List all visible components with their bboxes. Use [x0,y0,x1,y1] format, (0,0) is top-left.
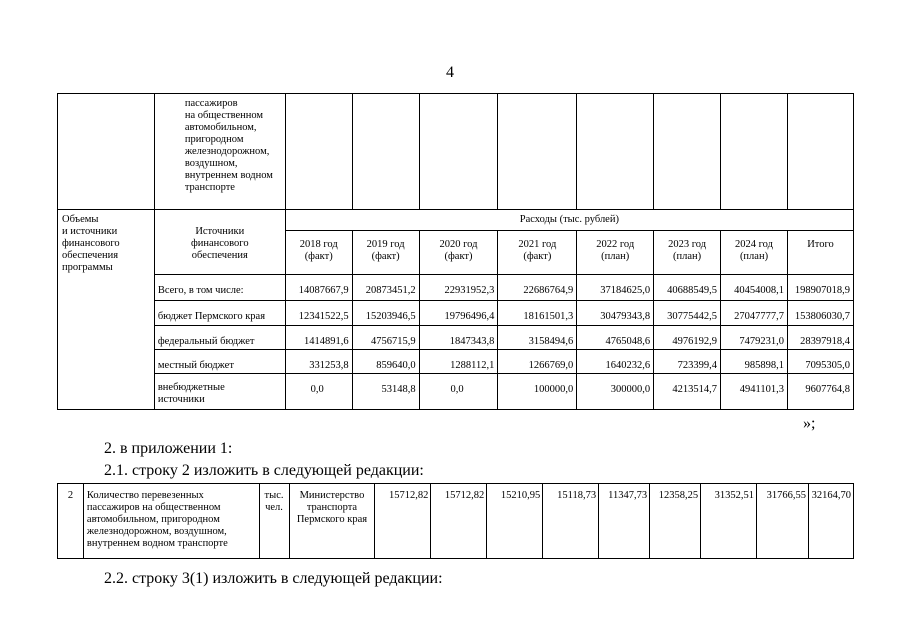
value-cell: 28397918,4 [787,326,853,350]
row-label: Объемы и источники финансового обеспечения программы [58,210,155,410]
value-cell: 31766,55 [757,484,809,559]
source-label: федеральный бюджет [154,326,285,350]
value-cell: 15712,82 [431,484,487,559]
table-row [58,326,854,350]
value-cell: 15118,73 [543,484,599,559]
unit: тыс. чел. [259,484,289,559]
empty-cell [58,94,155,210]
table-row [58,374,854,410]
value-cell: 4765048,6 [577,326,654,350]
value-cell: 100000,0 [498,374,577,410]
value-cell: 985898,1 [721,350,788,374]
value-cell: 40454008,1 [721,275,788,301]
value-cell: 4213514,7 [654,374,721,410]
financing-table [57,93,854,410]
value-cell: 723399,4 [654,350,721,374]
value-cell: 4976192,9 [654,326,721,350]
value-cell: 1266769,0 [498,350,577,374]
value-cell: 198907018,9 [787,275,853,301]
table-row [58,484,854,559]
row-number: 2 [58,484,84,559]
value-cell: 19796496,4 [419,301,498,326]
source-label: бюджет Пермского края [154,301,285,326]
paragraph-2: 2. в приложении 1: [104,440,233,457]
indicator-name: Количество перевезенных пассажиров на общественном автомобильном, пригородном железнодорожном, воздушном, внутреннем водном транспорте [83,484,259,559]
source-label: внебюджетные источники [154,374,285,410]
source-label: Всего, в том числе: [154,275,285,301]
indicator-table [57,483,854,559]
value-cell: 1288112,1 [419,350,498,374]
value-cell: 859640,0 [352,350,419,374]
source-label: местный бюджет [154,350,285,374]
value-cell: 0,0 [285,374,352,410]
value-cell: 32164,70 [808,484,853,559]
value-cell: 15210,95 [487,484,543,559]
value-cell: 22931952,3 [419,275,498,301]
value-cell: 14087667,9 [285,275,352,301]
table-row [58,301,854,326]
year-header: 2019 год (факт) [352,231,419,275]
paragraph-2-2: 2.2. строку 3(1) изложить в следующей редакции: [104,570,443,587]
year-header: 2024 год (план) [721,231,788,275]
value-cell: 30479343,8 [577,301,654,326]
agency: Министерство транспорта Пермского края [289,484,375,559]
top-cell-text: пассажиров на общественном автомобильном, пригородном железнодорожном, воздушном, внутреннем водном транспорте [154,94,285,210]
value-cell: 18161501,3 [498,301,577,326]
value-cell: 0,0 [419,374,498,410]
value-cell: 4756715,9 [352,326,419,350]
value-cell: 7095305,0 [787,350,853,374]
page-number: 4 [446,64,454,81]
sources-header: Источники финансового обеспечения [154,210,285,275]
value-cell: 331253,8 [285,350,352,374]
value-cell: 27047777,7 [721,301,788,326]
year-header: 2021 год (факт) [498,231,577,275]
year-header: 2022 год (план) [577,231,654,275]
value-cell: 53148,8 [352,374,419,410]
year-header: 2020 год (факт) [419,231,498,275]
closing-quote: »; [803,415,816,432]
value-cell: 15712,82 [375,484,431,559]
value-cell: 1414891,6 [285,326,352,350]
value-cell: 31352,51 [701,484,757,559]
table-row [58,350,854,374]
value-cell: 7479231,0 [721,326,788,350]
value-cell: 37184625,0 [577,275,654,301]
value-cell: 40688549,5 [654,275,721,301]
expenses-header: Расходы (тыс. рублей) [285,210,853,231]
year-header: 2023 год (план) [654,231,721,275]
value-cell: 30775442,5 [654,301,721,326]
value-cell: 1847343,8 [419,326,498,350]
value-cell: 20873451,2 [352,275,419,301]
total-header: Итого [787,231,853,275]
value-cell: 15203946,5 [352,301,419,326]
value-cell: 12358,25 [650,484,701,559]
value-cell: 9607764,8 [787,374,853,410]
table-row [58,275,854,301]
value-cell: 11347,73 [599,484,650,559]
value-cell: 12341522,5 [285,301,352,326]
value-cell: 153806030,7 [787,301,853,326]
paragraph-2-1: 2.1. строку 2 изложить в следующей редакции: [104,462,424,479]
value-cell: 4941101,3 [721,374,788,410]
value-cell: 22686764,9 [498,275,577,301]
value-cell: 300000,0 [577,374,654,410]
value-cell: 3158494,6 [498,326,577,350]
year-header: 2018 год (факт) [285,231,352,275]
value-cell: 1640232,6 [577,350,654,374]
